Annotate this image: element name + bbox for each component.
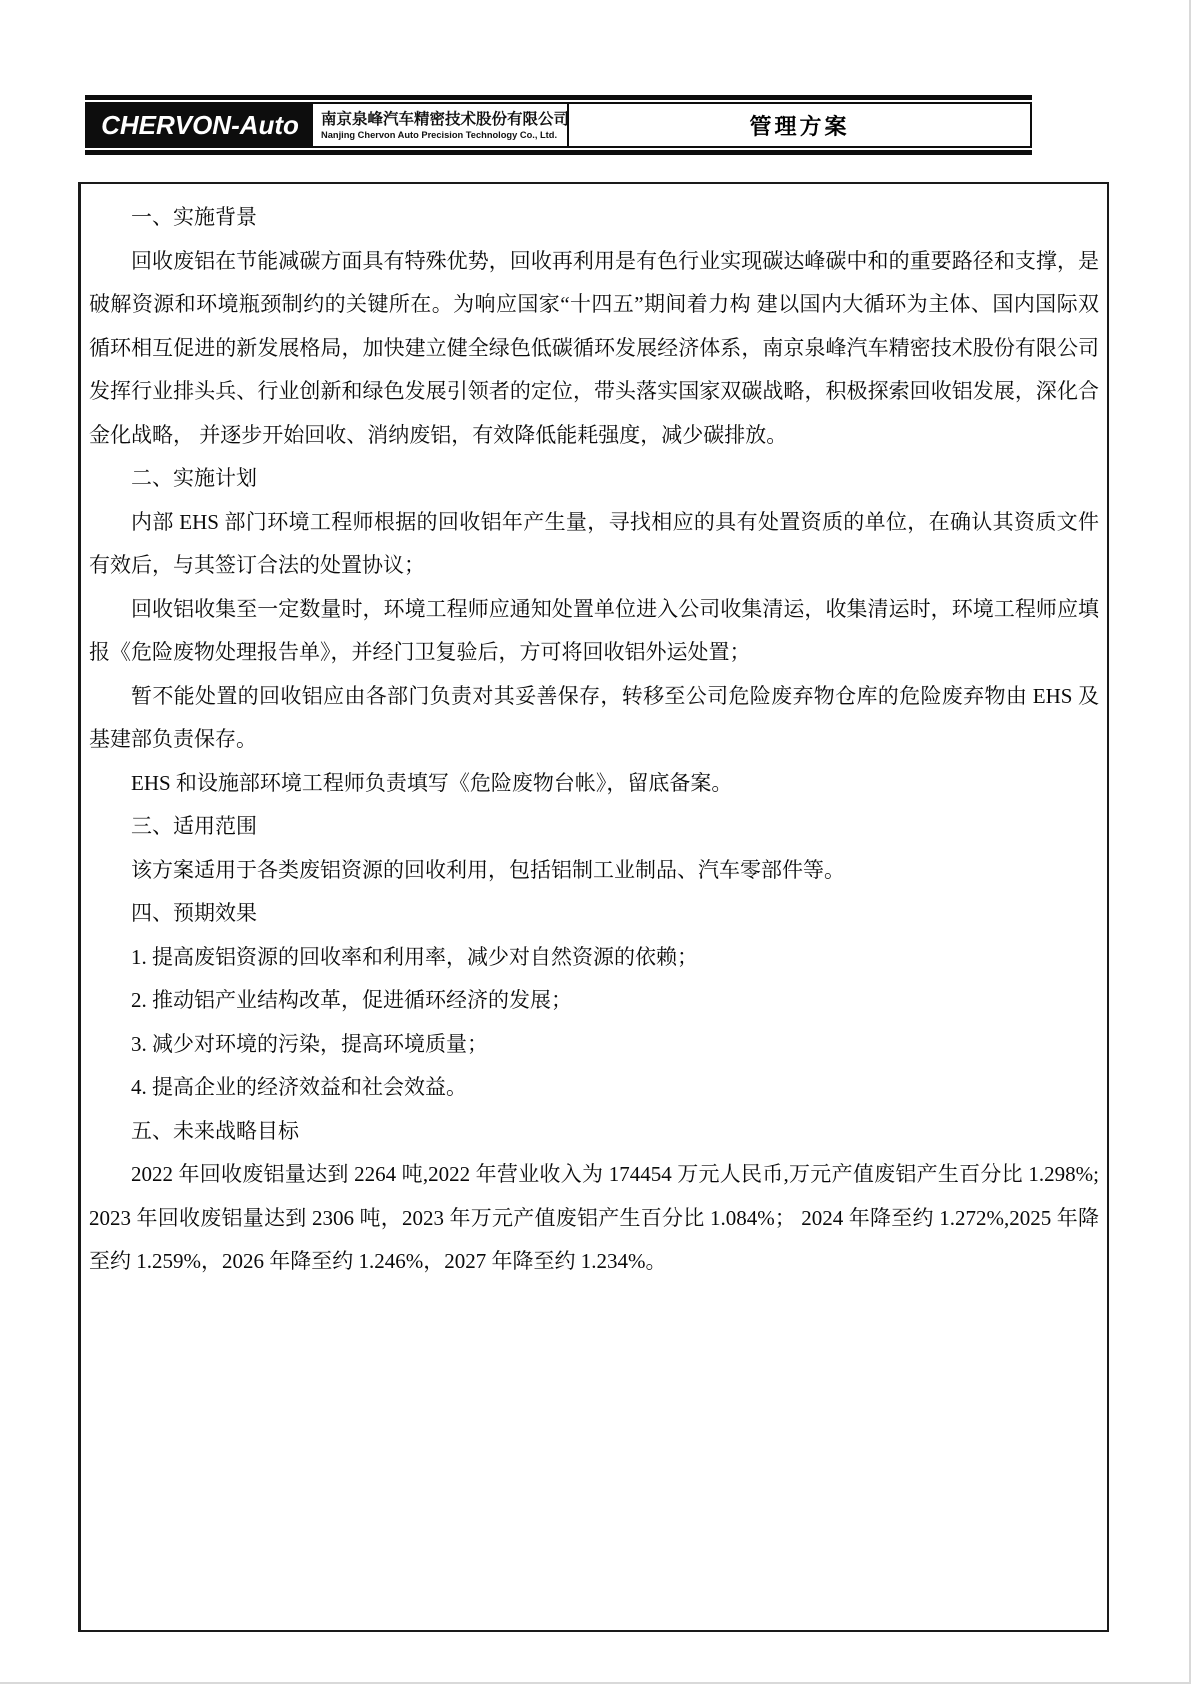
paragraph: 该方案适用于各类废铝资源的回收利用，包括铝制工业制品、汽车零部件等。	[131, 857, 845, 882]
list-item-2: 2. 推动铝产业结构改革，促进循环经济的发展；	[131, 988, 572, 1012]
section-heading-4: 四、预期效果	[131, 901, 257, 925]
list-item-1: 1. 提高废铝资源的回收率和利用率，减少对自然资源的依赖；	[131, 944, 698, 969]
company-name-english: Nanjing Chervon Auto Precision Technology Co., Ltd.	[321, 129, 558, 140]
list-item-4: 4. 提高企业的经济效益和社会效益。	[131, 1075, 467, 1099]
company-name-cell	[313, 104, 569, 146]
section-heading-5: 五、未来战略目标	[131, 1118, 299, 1143]
section-heading-3: 三、适用范围	[131, 814, 257, 838]
company-logo-text: CHERVON-Auto	[101, 109, 299, 140]
document-body	[81, 184, 1107, 1284]
document-title: 管理方案	[749, 113, 850, 139]
page-header	[85, 95, 1032, 155]
document-title-cell	[569, 104, 1030, 146]
document-body-frame	[78, 182, 1109, 1632]
paragraph: 回收废铝在节能减碳方面具有特殊优势，回收再利用是有色行业实现碳达峰碳中和的重要路径和支撑，是破解资源和环境瓶颈制约的关键所在。为响应国家“十四五”期间着力构 建以国内大循环为主体、国内国际双循环相互促进的新发展格局，加快建立健全绿色低碳循环发展经济体系，南京泉峰汽车精密技术股份有限公司发挥行业排头兵、行业创新和绿色发展引领者的定位，带头落实国家双碳战略，积极探索回收铝发展，深化合金化战略， 并逐步开始回收、消纳废铝，有效降低能耗强度，减少碳排放。	[89, 248, 1099, 447]
section-heading-1: 一、实施背景	[131, 205, 257, 229]
company-name-chinese: 南京泉峰汽车精密技术股份有限公司	[321, 110, 570, 128]
paragraph: 内部 EHS 部门环境工程师根据的回收铝年产生量，寻找相应的具有处置资质的单位，在确认其资质文件有效后，与其签订合法的处置协议；	[89, 509, 1099, 577]
paragraph: 回收铝收集至一定数量时，环境工程师应通知处置单位进入公司收集清运，收集清运时，环境工程师应填报《危险废物处理报告单》，并经门卫复验后，方可将回收铝外运处置；	[89, 596, 1099, 664]
header-table	[85, 102, 1032, 148]
section-heading-2: 二、实施计划	[131, 466, 257, 490]
paragraph: 暂不能处置的回收铝应由各部门负责对其妥善保存，转移至公司危险废弃物仓库的危险废弃物由 EHS 及基建部负责保存。	[89, 683, 1099, 751]
company-logo	[87, 104, 313, 146]
paragraph: EHS 和设施部环境工程师负责填写《危险废物台帐》，留底备案。	[131, 770, 733, 795]
paragraph: 2022 年回收废铝量达到 2264 吨,2022 年营业收入为 174454 万元人民币,万元产值废铝产生百分比 1.298%; 2023 年回收废铝量达到 2306 吨，2023 年万元产值废铝产生百分比 1.084%； 2024 年降至约 1.272%,2025 年降至约 1.259%，2026 年降至约 1.246%，2027 年降至约 1.234%。	[89, 1162, 1099, 1273]
list-item-3: 3. 减少对环境的污染，提高环境质量；	[131, 1031, 488, 1056]
